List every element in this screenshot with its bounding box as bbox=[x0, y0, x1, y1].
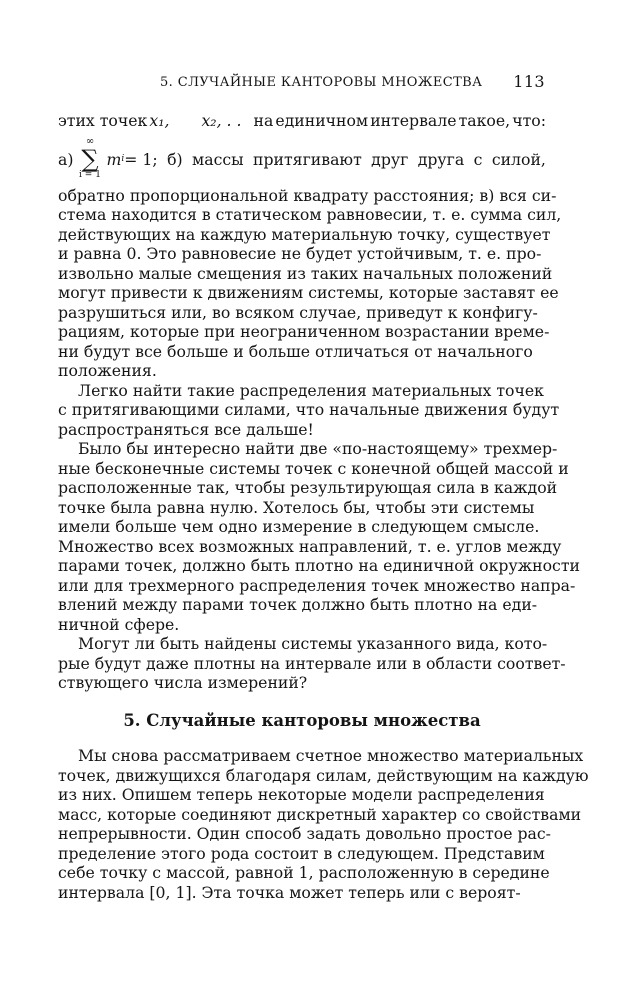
condition-b-word-4: друг bbox=[371, 150, 409, 170]
paragraph-line: точек, движущихся благодаря силам, действующим на каждую bbox=[58, 765, 589, 785]
paragraph-line: рациям, которые при неограниченном возрастании време- bbox=[58, 322, 550, 341]
paragraph-line: положения. bbox=[58, 361, 157, 380]
paragraph-attracting-forces bbox=[58, 380, 560, 440]
main-text bbox=[58, 111, 589, 902]
intro-text-before: этих точек bbox=[58, 111, 148, 130]
paragraph-three-dimensional-systems bbox=[58, 439, 580, 634]
paragraph-line: ничной сфере. bbox=[58, 614, 180, 634]
sum-sign: ∑ bbox=[81, 144, 99, 173]
intro-line bbox=[58, 111, 546, 131]
paragraph-line: из них. Опишем теперь некоторые модели распределения bbox=[58, 785, 545, 804]
paragraph-line: и равна 0. Это равновесие не будет устойчивым, т. е. про- bbox=[58, 244, 542, 263]
intro-word-1: на bbox=[253, 111, 274, 130]
paragraph-line: с притягивающими силами, что начальные движения будут bbox=[58, 400, 560, 419]
paragraph-line: ствующего числа измерений? bbox=[58, 673, 308, 692]
paragraph-line: или для трехмерного распределения точек множество напра- bbox=[58, 575, 576, 595]
paragraph-line: масс, которые соединяют дискретный характер со свойствами bbox=[58, 804, 582, 824]
sum-upper-limit: ∞ bbox=[85, 135, 95, 147]
running-head-title: 5. СЛУЧАЙНЫЕ КАНТОРОВЫ МНОЖЕСТВА bbox=[160, 75, 483, 90]
paragraph-line: рые будут даже плотны на интервале или в области соответ- bbox=[58, 653, 566, 673]
x2-term: x₂, . . bbox=[201, 111, 242, 130]
intro-word-2: единичном bbox=[275, 111, 369, 130]
paragraph-line: интервала [0, 1]. Эта точка может теперь или с вероят- bbox=[58, 882, 521, 902]
paragraph-line: себе точку с массой, равной 1, расположенную в середине bbox=[58, 863, 550, 882]
paragraph-line: стема находится в статическом равновесии, т. е. сумма сил, bbox=[58, 205, 562, 224]
paragraph-line: имели больше чем одно измерение в следующем смысле. bbox=[58, 517, 540, 536]
intro-word-3: интервале bbox=[370, 111, 457, 130]
paragraph-line: пределение этого рода состоит в следующем. Представим bbox=[58, 843, 545, 863]
condition-b-word-2: массы bbox=[192, 150, 244, 170]
paragraph-line: точке была равна нулю. Хотелось бы, чтобы эти системы bbox=[58, 497, 535, 517]
intro-word-5: что: bbox=[512, 111, 546, 130]
paragraph-random-cantor-sets bbox=[58, 746, 589, 902]
paragraph-line: Мы снова рассматриваем счетное множество материальных bbox=[78, 746, 584, 765]
sum-equals-one: = 1; bbox=[124, 150, 158, 170]
paragraph-line: ни будут все больше и больше отличаться от начального bbox=[58, 341, 533, 361]
paragraph-line: Было бы интересно найти две «по-настоящему» трехмер- bbox=[78, 439, 558, 458]
condition-b-word-5: друга bbox=[417, 150, 465, 170]
paragraph-line: ные бесконечные системы точек с конечной общей массой и bbox=[58, 458, 569, 478]
paragraph-density-question bbox=[58, 634, 566, 693]
paragraph-line: Множество всех возможных направлений, т. е. углов между bbox=[58, 536, 562, 556]
intro-word-4: такое, bbox=[458, 111, 511, 130]
paragraph-line: распространяться все дальше! bbox=[58, 419, 314, 439]
paragraph-line: Легко найти такие распределения материальных точек bbox=[78, 380, 544, 400]
paragraph-line: парами точек, должно быть плотно на единичной окружности bbox=[58, 556, 580, 575]
summation-expression bbox=[58, 135, 158, 182]
condition-b-word-3: притягивают bbox=[253, 150, 362, 170]
summation-symbol bbox=[76, 137, 103, 180]
page-number: 113 bbox=[513, 72, 545, 91]
condition-b-word-6: с bbox=[473, 150, 483, 170]
paragraph-line: расположенные так, чтобы результирующая сила в каждой bbox=[58, 478, 558, 497]
mass-index: i bbox=[121, 154, 125, 165]
paragraph-line: Могут ли быть найдены системы указанного вида, кото- bbox=[78, 634, 548, 653]
paragraph-line: извольно малые смещения из таких начальных положений bbox=[58, 263, 553, 283]
running-head bbox=[58, 71, 545, 95]
section-heading: 5. Случайные канторовы множества bbox=[123, 710, 481, 730]
paragraph-static-equilibrium bbox=[58, 185, 562, 381]
paragraph-line: непрерывности. Один способ задать довольно простое рас- bbox=[58, 824, 551, 843]
paragraph-line: влений между парами точек должно быть плотно на еди- bbox=[58, 595, 538, 614]
x1-term: x₁, bbox=[149, 111, 170, 130]
paragraph-line: могут привести к движениям системы, которые заставят ее bbox=[58, 283, 559, 302]
sum-lower-limit: i = 1 bbox=[79, 169, 101, 180]
condition-a-label: а) bbox=[58, 150, 74, 170]
condition-b-word-7: силой, bbox=[491, 150, 546, 170]
summation-line bbox=[58, 135, 546, 180]
paragraph-line: обратно пропорциональной квадрату расстояния; в) вся си- bbox=[58, 185, 557, 205]
paragraph-line: разрушиться или, во всяком случае, приведут к конфигу- bbox=[58, 302, 538, 322]
paragraph-line: действующих на каждую материальную точку, существует bbox=[58, 224, 551, 244]
mass-variable: m bbox=[106, 150, 122, 170]
condition-b-word-1: б) bbox=[167, 150, 183, 170]
